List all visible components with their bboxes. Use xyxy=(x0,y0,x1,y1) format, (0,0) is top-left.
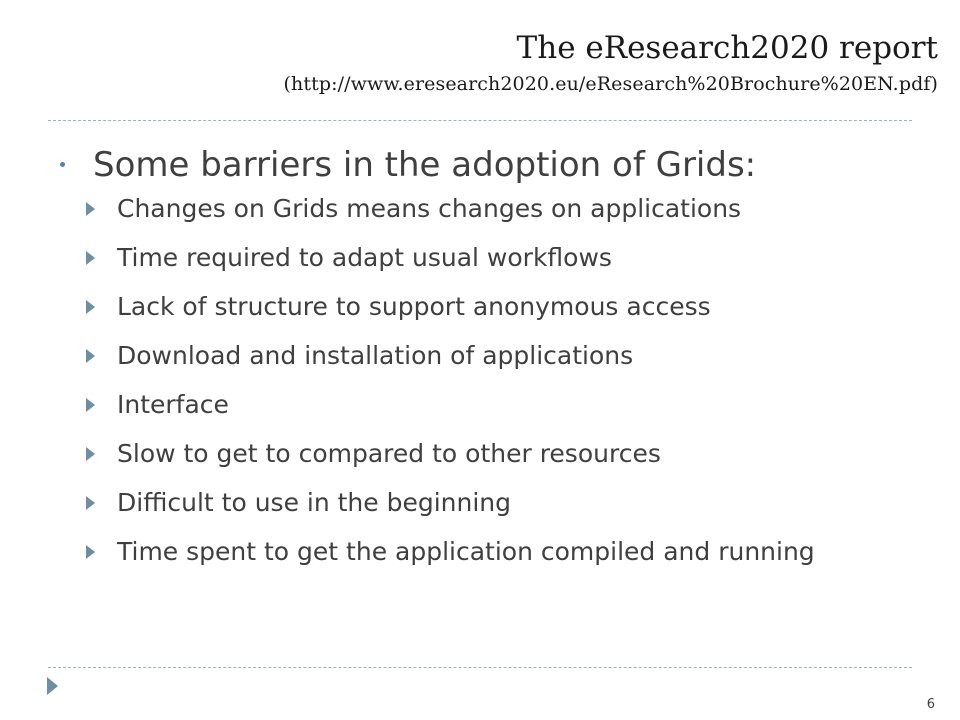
sub-bullet-text: Time spent to get the application compiled and running xyxy=(117,537,815,566)
sub-bullet-item xyxy=(56,192,877,225)
slide-title-main: The eResearch2020 report xyxy=(516,30,938,66)
sub-bullet-item xyxy=(56,535,877,568)
arrow-bullet-icon xyxy=(86,300,95,314)
slide-title-url: (http://www.eresearch2020.eu/eResearch%20Brochure%20EN.pdf) xyxy=(283,73,938,95)
arrow-bullet-icon xyxy=(86,251,95,265)
sub-bullet-item xyxy=(56,437,877,470)
sub-bullet-item xyxy=(56,486,877,519)
slide-body xyxy=(56,138,926,584)
sub-bullet-list xyxy=(56,192,926,568)
sub-bullet-item xyxy=(56,339,877,372)
arrow-bullet-icon xyxy=(86,545,95,559)
main-bullet xyxy=(56,138,926,192)
top-divider xyxy=(48,120,912,121)
page-number: 6 xyxy=(926,697,935,712)
sub-bullet-item xyxy=(56,290,877,323)
bottom-divider xyxy=(48,667,912,668)
slide-title xyxy=(284,28,938,100)
sub-bullet-text: Lack of structure to support anonymous access xyxy=(117,292,711,321)
sub-bullet-text: Changes on Grids means changes on applications xyxy=(117,194,742,223)
arrow-marker-icon xyxy=(47,677,58,695)
arrow-bullet-icon xyxy=(86,202,95,216)
sub-bullet-text: Interface xyxy=(117,390,229,419)
dot-bullet-icon xyxy=(60,162,65,167)
arrow-bullet-icon xyxy=(86,398,95,412)
main-bullet-text: Some barriers in the adoption of Grids: xyxy=(93,145,757,185)
sub-bullet-item xyxy=(56,388,877,421)
sub-bullet-text: Slow to get to compared to other resources xyxy=(117,439,661,468)
sub-bullet-item xyxy=(56,241,877,274)
sub-bullet-text: Difficult to use in the beginning xyxy=(117,488,512,517)
arrow-bullet-icon xyxy=(86,447,95,461)
sub-bullet-text: Time required to adapt usual workflows xyxy=(117,243,612,272)
sub-bullet-text: Download and installation of applications xyxy=(117,341,634,370)
arrow-bullet-icon xyxy=(86,496,95,510)
arrow-bullet-icon xyxy=(86,349,95,363)
